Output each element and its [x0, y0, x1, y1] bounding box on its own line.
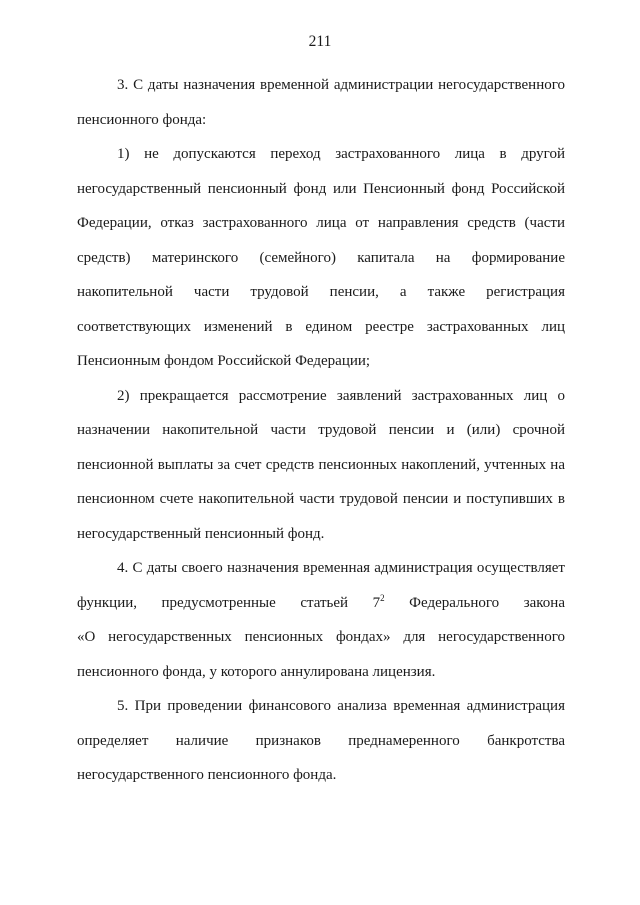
paragraph-line: 3. С даты назначения временной администрации негосударственного: [117, 77, 565, 93]
page-number: 211: [308, 33, 332, 50]
paragraph-line: Пенсионным фондом Российской Федерации;: [77, 353, 371, 369]
paragraph-line: негосударственного пенсионного фонда.: [77, 767, 337, 783]
paragraph-line: определяет наличие признаков преднамеренного банкротства: [77, 732, 565, 749]
paragraph-line: 5. При проведении финансового анализа временная администрация: [117, 698, 565, 714]
paragraph-3-item-1: [77, 137, 565, 379]
paragraph-line: средств) материнского (семейного) капитала на формирование: [77, 249, 565, 266]
paragraph-line: негосударственный пенсионный фонд.: [77, 525, 325, 542]
paragraph-4: [77, 551, 565, 689]
line-text: Федерального закона: [384, 594, 565, 611]
paragraph-line: соответствующих изменений в едином реестре застрахованных лиц: [77, 318, 565, 335]
paragraph-line: пенсионного фонда, у которого аннулирована лицензия.: [77, 663, 436, 680]
paragraph-line: назначении накопительной части трудовой пенсии и (или) срочной: [77, 422, 565, 438]
paragraph-line: пенсионном счете накопительной части трудовой пенсии и поступивших в: [77, 491, 565, 507]
paragraph-5: [77, 689, 565, 793]
paragraph-line: Федерации, отказ застрахованного лица от направления средств (части: [77, 215, 565, 231]
paragraph-line: «О негосударственных пенсионных фондах» для негосударственного: [77, 629, 565, 645]
paragraph-line: негосударственный пенсионный фонд или Пенсионный фонд Российской: [77, 180, 565, 197]
paragraph-line: 2) прекращается рассмотрение заявлений застрахованных лиц о: [117, 387, 565, 404]
document-body: [77, 68, 565, 793]
paragraph-line: 4. С даты своего назначения временная администрация осуществляет: [117, 560, 565, 576]
paragraph-line: пенсионной выплаты за счет средств пенсионных накоплений, учтенных на: [77, 456, 565, 473]
paragraph-line: [77, 586, 565, 621]
paragraph-line: накопительной части трудовой пенсии, а также регистрация: [77, 284, 565, 300]
superscript: 2: [380, 592, 385, 603]
paragraph-line: 1) не допускаются переход застрахованного лица в другой: [117, 146, 565, 162]
line-text: функции, предусмотренные статьей 7: [77, 594, 381, 611]
paragraph-line: пенсионного фонда:: [77, 111, 207, 128]
paragraph-3: [77, 68, 565, 137]
paragraph-3-item-2: [77, 379, 565, 552]
